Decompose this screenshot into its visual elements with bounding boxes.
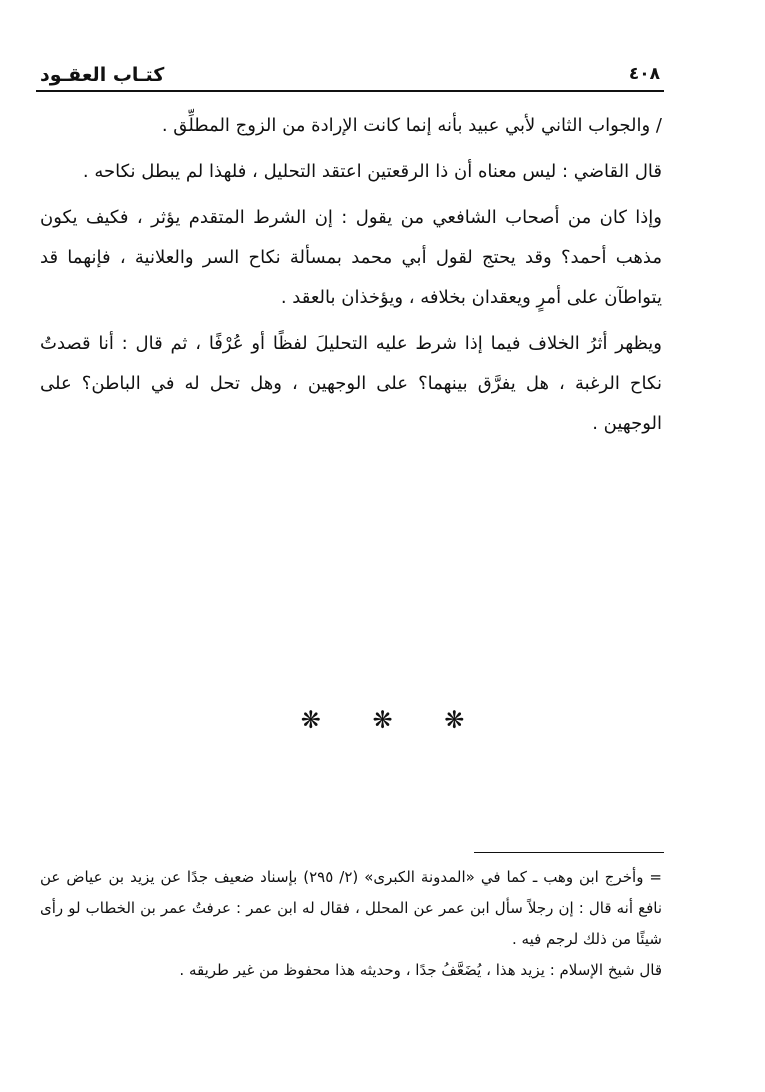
paragraph: قال القاضي : ليس معناه أن ذا الرقعتين اعتقد التحليل ، فلهذا لم يبطل نكاحه . <box>82 161 662 182</box>
paragraph: / والجواب الثاني لأبي عبيد بأنه إنما كانت الإرادة من الزوج المطلِّق . <box>161 115 662 136</box>
footnote-line: قال شيخ الإسلام : يزيد هذا ، يُضَعَّفُ جدًا ، وحديثه هذا محفوظ من غير طريقه . <box>179 961 662 979</box>
section-separator <box>0 706 765 734</box>
header-rule <box>36 90 664 92</box>
page-number: ٤٠٨ <box>628 64 660 84</box>
running-title: كتـاب العقـود <box>40 64 165 86</box>
star-ornament-icon: ❋ <box>300 706 321 734</box>
page-header <box>36 60 664 92</box>
footnotes <box>40 862 662 986</box>
footnote-line: = وأخرج ابن وهب ـ كما في «المدونة الكبرى» (٢/ ٢٩٥) بإسناد ضعيف جدًا عن يزيد بن عياض عن نافع أنه قال : إن رجلاً سأل ابن عمر عن المحلل ، فقال له ابن عمر : عرفتُ عمر بن الخطاب لو رأى شيئًا من ذلك لرجم فيه . <box>40 868 662 948</box>
star-ornament-icon: ❋ <box>444 706 465 734</box>
paragraph: ويظهر أثرُ الخلاف فيما إذا شرط عليه التحليلَ لفظًا أو عُرْفًا ، ثم قال : أنا قصدتُ نكاح الرغبة ، هل يفرَّق بينهما؟ على الوجهين ، وهل تحل له في الباطن؟ على الوجهين . <box>40 333 662 434</box>
main-text <box>40 106 662 450</box>
star-ornament-icon: ❋ <box>372 706 393 734</box>
footnote-rule <box>474 852 664 853</box>
paragraph: وإذا كان من أصحاب الشافعي من يقول : إن الشرط المتقدم يؤثر ، فكيف يكون مذهب أحمد؟ وقد يحتج لقول أبي محمد بمسألة نكاح السر والعلانية ، فإنهما قد يتواطآن على أمرٍ ويعقدان بخلافه ، ويؤخذان بالعقد . <box>40 207 662 308</box>
